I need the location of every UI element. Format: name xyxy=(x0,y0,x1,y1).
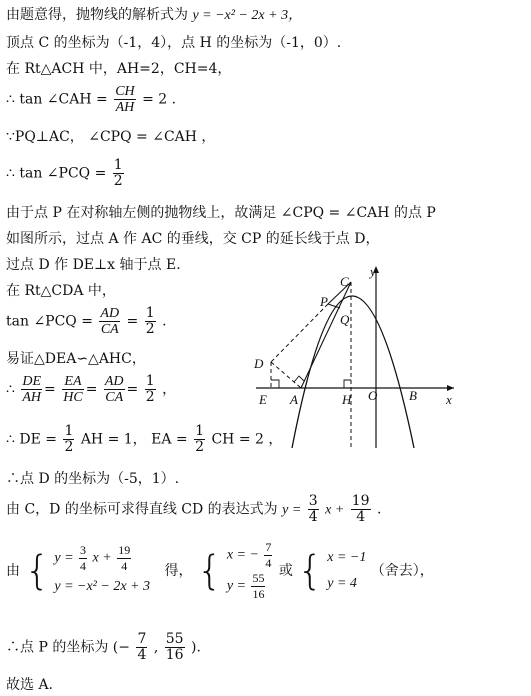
fraction-3-4 xyxy=(308,494,319,525)
label-y: y xyxy=(370,264,376,279)
label-q: Q xyxy=(340,312,350,327)
frac-den: CA xyxy=(105,390,124,405)
fraction-half xyxy=(113,158,124,189)
line-15: ∴点 D 的坐标为（-5，1）. xyxy=(6,471,180,487)
solution-2-y: y = 4 xyxy=(327,576,357,591)
period: . xyxy=(162,313,167,330)
sol-x-label: x = − xyxy=(226,547,259,563)
comma: ， xyxy=(162,381,177,398)
you-label: 由 xyxy=(6,563,20,579)
fraction-19-4 xyxy=(351,494,371,525)
de-label: ∴ DE = xyxy=(6,431,57,448)
frac-den: 2 xyxy=(195,439,205,455)
fraction-7-4-b xyxy=(136,632,147,663)
label-o: O xyxy=(368,388,378,403)
frac-num: DE xyxy=(22,374,42,389)
frac-num: 3 xyxy=(80,542,87,557)
frac-den: 16 xyxy=(252,587,265,601)
fraction-19-4-b xyxy=(117,543,131,574)
sys-y-equals: y = xyxy=(54,550,74,566)
equals-sign: = xyxy=(126,313,139,330)
label-a: A xyxy=(290,392,298,407)
frac-num: 1 xyxy=(145,305,155,321)
label-d: D xyxy=(254,356,264,371)
frac-num: AD xyxy=(104,374,124,389)
tan-pcq-label-2: tan ∠PCQ = xyxy=(6,313,93,330)
line-14 xyxy=(6,424,282,455)
segment-ad xyxy=(271,362,301,388)
line-9: 过点 D 作 DE⊥x 轴于点 E. xyxy=(6,257,181,273)
frac-num: 55 xyxy=(165,631,184,647)
frac-den: 4 xyxy=(265,556,272,570)
p-coordinate-label: ∴点 P 的坐标为 xyxy=(6,639,109,656)
frac-den: AH xyxy=(115,100,135,115)
frac-num: CH xyxy=(115,84,135,99)
fraction-3-4-b xyxy=(79,543,87,574)
line-6 xyxy=(6,158,126,189)
open-paren: (− xyxy=(112,639,130,656)
frac-den: HC xyxy=(63,390,83,405)
frac-den: 2 xyxy=(113,173,123,189)
line-7: 由于点 P 在对称轴左侧的抛物线上，故满足 ∠CPQ = ∠CAH 的点 P xyxy=(6,205,436,221)
frac-num: 7 xyxy=(137,631,147,647)
tan-pcq-label: ∴ tan ∠PCQ = xyxy=(6,165,107,182)
label-c: C xyxy=(340,274,349,289)
label-b: B xyxy=(409,388,417,403)
frac-den: 4 xyxy=(356,509,366,525)
or-label: 或 xyxy=(278,563,293,579)
label-e: E xyxy=(259,392,267,407)
frac-den: 4 xyxy=(308,509,318,525)
left-brace-2: { xyxy=(196,548,223,594)
fraction-half-4 xyxy=(63,424,74,455)
fraction-55-16-b xyxy=(165,632,185,663)
line-2: 顶点 C 的坐标为（-1，4），点 H 的坐标为（-1，0）. xyxy=(6,35,342,51)
get-label: 得， xyxy=(164,563,193,579)
sol-y-label: y = xyxy=(226,578,246,594)
therefore-symbol: ∴ xyxy=(6,381,15,398)
right-angle-e xyxy=(271,380,279,388)
line-11 xyxy=(6,306,167,337)
label-h: H xyxy=(342,392,352,407)
frac-num: 1 xyxy=(145,373,155,389)
frac-den: 2 xyxy=(64,439,74,455)
frac-den: CA xyxy=(100,322,119,337)
line-13: ∴ $\frac{DE}{AH}$ = $\frac{EA}{HC}$ = $\frac{AD}{CA}$ = $\frac{1}{2}$ ， xyxy=(6,373,177,405)
y-equals: y = xyxy=(282,502,302,518)
text-l1-prefix: 由题意得，抛物线的解析式为 xyxy=(6,7,188,23)
left-brace-3: { xyxy=(297,548,323,594)
frac-num: EA xyxy=(62,374,83,390)
de-ea-middle: AH = 1， EA = xyxy=(80,431,188,448)
label-p: P xyxy=(320,294,328,309)
frac-num: 1 xyxy=(195,423,205,439)
frac-den: 2 xyxy=(145,321,155,337)
fraction-de-ah xyxy=(21,374,42,405)
line-5: ∵PQ⊥AC， ∠CPQ = ∠CAH ， xyxy=(6,129,216,145)
line-3: 在 Rt△ACH 中，AH=2，CH=4， xyxy=(6,61,232,77)
left-brace: { xyxy=(24,548,50,594)
parabola-equation: y = −x² − 2x + 3， xyxy=(192,8,303,23)
frac-den: 4 xyxy=(121,558,128,573)
line-10: 在 Rt△CDA 中， xyxy=(6,283,116,299)
fraction-7-4 xyxy=(264,540,272,571)
fraction-55-16 xyxy=(251,571,265,602)
solution-1-x xyxy=(227,540,275,571)
line-18 xyxy=(6,632,201,663)
label-x: x xyxy=(446,392,452,407)
frac-den: AH xyxy=(22,390,42,405)
fraction-ad-ca xyxy=(99,306,120,337)
frac-num: 19 xyxy=(118,542,131,557)
cd-expression-label: 由 C，D 的坐标可求得直线 CD 的表达式为 xyxy=(6,501,278,518)
sys-x-plus: x + xyxy=(92,550,112,566)
discard-note: （舍去）， xyxy=(370,563,434,579)
line-16 xyxy=(6,494,382,525)
line-1 xyxy=(6,6,302,25)
tan-cah-value: = 2 . xyxy=(142,91,177,108)
system-1-eq-2: y = −x² − 2x + 3 xyxy=(54,578,150,594)
frac-num: 7 xyxy=(265,540,272,554)
right-angle-a xyxy=(294,376,304,382)
line-19: 故选 A. xyxy=(6,677,54,693)
fraction-ch-ah xyxy=(114,84,135,115)
x-axis-arrow xyxy=(447,385,454,391)
fraction-ea-hc xyxy=(62,374,83,405)
tan-cah-label: ∴ tan ∠CAH = xyxy=(6,91,108,108)
fraction-half-3 xyxy=(145,374,156,405)
solution-1-y xyxy=(227,571,275,602)
right-angle-h xyxy=(344,380,351,388)
frac-den: 2 xyxy=(145,389,155,405)
frac-den: 4 xyxy=(80,558,87,573)
parabola-curve xyxy=(292,296,414,448)
line-12: 易证△DEA∽△AHC， xyxy=(6,351,146,367)
frac-num: 1 xyxy=(113,157,123,173)
solution-2-x: x = −1 xyxy=(327,550,367,565)
line-8: 如图所示，过点 A 作 AC 的垂线，交 CP 的延长线于点 D， xyxy=(6,231,380,247)
close-paren: ). xyxy=(191,639,201,656)
frac-num: 1 xyxy=(64,423,74,439)
frac-den: 16 xyxy=(165,647,184,663)
system-1-eq-1 xyxy=(54,543,150,574)
equation-systems xyxy=(6,540,434,602)
frac-num: 55 xyxy=(252,571,265,585)
solution-1 xyxy=(227,540,275,602)
parabola-figure xyxy=(248,262,468,452)
fraction-half-5 xyxy=(194,424,205,455)
system-1 xyxy=(54,543,150,600)
period: . xyxy=(377,501,382,518)
x-plus: x + xyxy=(325,502,345,518)
solution-2 xyxy=(327,545,366,597)
fraction-ad-ca-2 xyxy=(104,374,125,405)
line-4 xyxy=(6,84,176,115)
segment-pd-extension xyxy=(271,304,328,362)
coordinate-comma: , xyxy=(153,639,159,656)
frac-num: AD xyxy=(100,306,120,321)
fraction-half-2 xyxy=(145,306,156,337)
frac-den: 4 xyxy=(137,647,147,663)
ch-equals-2: CH = 2 ， xyxy=(211,431,283,448)
frac-num: 19 xyxy=(351,493,370,509)
frac-num: 3 xyxy=(308,493,318,509)
